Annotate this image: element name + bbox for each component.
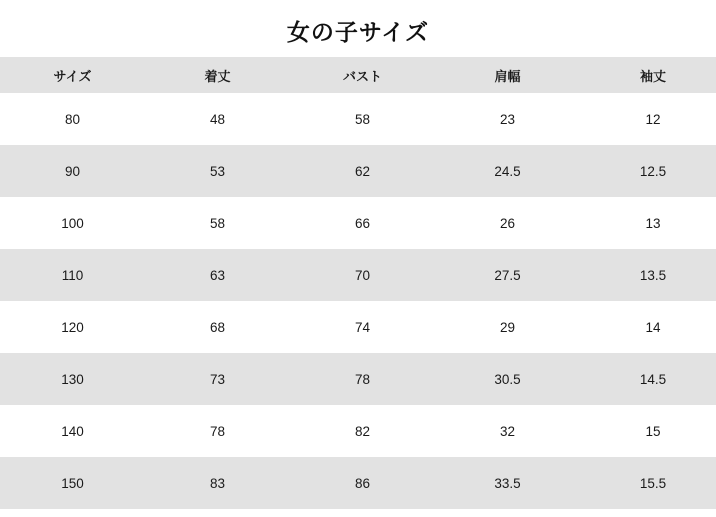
cell-shoulder: 27.5 <box>435 249 580 301</box>
table-row <box>0 93 716 145</box>
cell-shoulder: 24.5 <box>435 145 580 197</box>
cell-length: 83 <box>145 457 290 509</box>
page-title: 女の子サイズ <box>286 19 430 45</box>
table-row <box>0 145 716 197</box>
cell-length: 78 <box>145 405 290 457</box>
cell-size: 130 <box>0 353 145 405</box>
cell-shoulder: 29 <box>435 301 580 353</box>
table-header <box>0 57 716 93</box>
cell-size: 110 <box>0 249 145 301</box>
cell-sleeve: 15 <box>580 405 716 457</box>
cell-size: 90 <box>0 145 145 197</box>
table-row <box>0 197 716 249</box>
cell-sleeve: 13 <box>580 197 716 249</box>
cell-sleeve: 14.5 <box>580 353 716 405</box>
cell-bust: 78 <box>290 353 435 405</box>
cell-bust: 86 <box>290 457 435 509</box>
cell-length: 53 <box>145 145 290 197</box>
cell-length: 48 <box>145 93 290 145</box>
cell-size: 140 <box>0 405 145 457</box>
table-row <box>0 405 716 457</box>
cell-sleeve: 13.5 <box>580 249 716 301</box>
table-row <box>0 457 716 509</box>
size-table <box>0 57 716 509</box>
column-header-bust: バスト <box>290 57 435 93</box>
table-row <box>0 301 716 353</box>
column-header-shoulder: 肩幅 <box>435 57 580 93</box>
cell-bust: 62 <box>290 145 435 197</box>
cell-bust: 66 <box>290 197 435 249</box>
cell-size: 120 <box>0 301 145 353</box>
cell-length: 68 <box>145 301 290 353</box>
cell-length: 63 <box>145 249 290 301</box>
cell-shoulder: 26 <box>435 197 580 249</box>
cell-sleeve: 15.5 <box>580 457 716 509</box>
cell-shoulder: 30.5 <box>435 353 580 405</box>
column-header-length: 着丈 <box>145 57 290 93</box>
table-body <box>0 93 716 509</box>
column-header-size: サイズ <box>0 57 145 93</box>
cell-bust: 74 <box>290 301 435 353</box>
table-row <box>0 249 716 301</box>
table-row <box>0 353 716 405</box>
cell-sleeve: 12 <box>580 93 716 145</box>
cell-bust: 58 <box>290 93 435 145</box>
cell-length: 73 <box>145 353 290 405</box>
cell-sleeve: 12.5 <box>580 145 716 197</box>
cell-bust: 82 <box>290 405 435 457</box>
cell-bust: 70 <box>290 249 435 301</box>
cell-size: 150 <box>0 457 145 509</box>
cell-length: 58 <box>145 197 290 249</box>
cell-size: 80 <box>0 93 145 145</box>
table-header-row <box>0 57 716 93</box>
cell-sleeve: 14 <box>580 301 716 353</box>
cell-shoulder: 33.5 <box>435 457 580 509</box>
cell-shoulder: 32 <box>435 405 580 457</box>
cell-shoulder: 23 <box>435 93 580 145</box>
cell-size: 100 <box>0 197 145 249</box>
column-header-sleeve: 袖丈 <box>580 57 716 93</box>
